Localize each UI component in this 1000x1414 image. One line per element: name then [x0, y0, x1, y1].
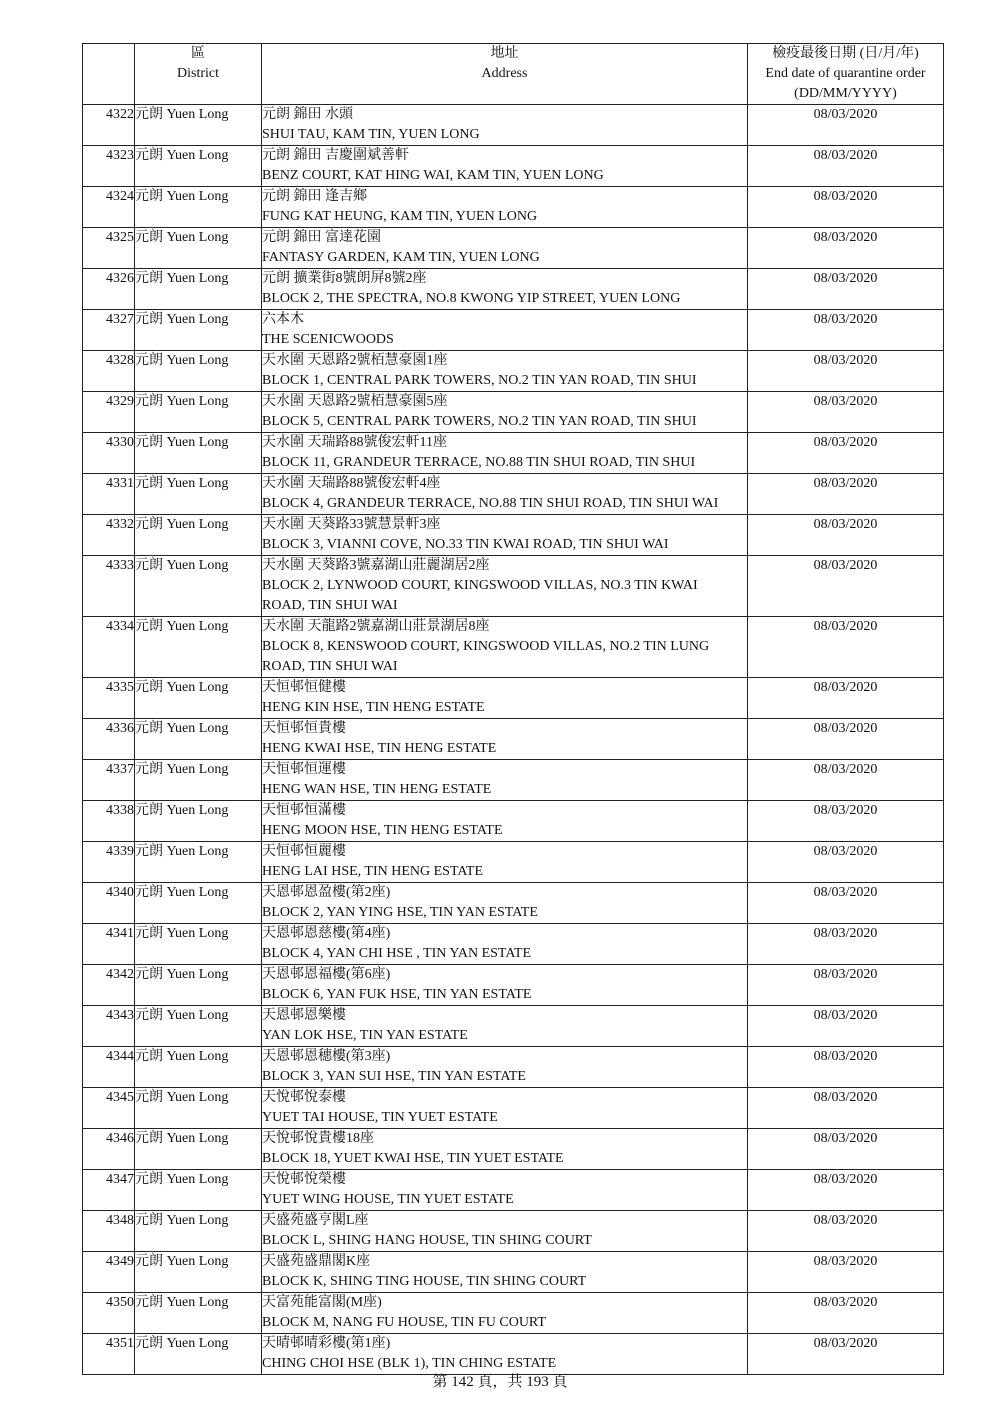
row-district: 元朗 Yuen Long [135, 801, 262, 842]
row-district: 元朗 Yuen Long [135, 1088, 262, 1129]
row-district: 元朗 Yuen Long [135, 678, 262, 719]
row-address [262, 146, 748, 187]
row-end-date: 08/03/2020 [748, 1170, 944, 1211]
address-zh: 天水圍 天龍路2號嘉湖山莊景湖居8座 [262, 619, 490, 634]
row-district: 元朗 Yuen Long [135, 1170, 262, 1211]
row-address [262, 105, 748, 146]
row-district: 元朗 Yuen Long [135, 556, 262, 617]
row-number: 4335 [83, 678, 135, 719]
row-district: 元朗 Yuen Long [135, 719, 262, 760]
row-address [262, 392, 748, 433]
table-row [83, 1088, 944, 1129]
table-row [83, 187, 944, 228]
row-number: 4338 [83, 801, 135, 842]
table-row [83, 924, 944, 965]
address-en: BLOCK 18, YUET KWAI HSE, TIN YUET ESTATE [262, 1151, 564, 1166]
address-en: BLOCK 4, GRANDEUR TERRACE, NO.88 TIN SHUI ROAD, TIN SHUI WAI [262, 496, 719, 511]
address-en: HENG KWAI HSE, TIN HENG ESTATE [262, 741, 497, 756]
row-end-date: 08/03/2020 [748, 842, 944, 883]
address-zh: 天水圍 天恩路2號栢慧豪園1座 [262, 353, 448, 368]
row-number: 4337 [83, 760, 135, 801]
row-number: 4323 [83, 146, 135, 187]
address-zh: 天恒邨恒滿樓 [262, 803, 346, 818]
row-address [262, 1293, 748, 1334]
address-zh: 天水圍 天葵路33號慧景軒3座 [262, 517, 441, 532]
table-row [83, 1170, 944, 1211]
header-index-cell [83, 44, 135, 105]
row-address [262, 924, 748, 965]
row-district: 元朗 Yuen Long [135, 924, 262, 965]
row-number: 4336 [83, 719, 135, 760]
address-en: YUET TAI HOUSE, TIN YUET ESTATE [262, 1110, 498, 1125]
header-address [262, 44, 748, 105]
table-row [83, 965, 944, 1006]
table-header-row [83, 44, 944, 105]
row-address [262, 719, 748, 760]
row-end-date: 08/03/2020 [748, 719, 944, 760]
address-zh: 元朗 擴業街8號朗屏8號2座 [262, 271, 427, 286]
header-address-en: Address [481, 66, 528, 81]
row-address [262, 474, 748, 515]
address-en: BLOCK 2, LYNWOOD COURT, KINGSWOOD VILLAS, NO.3 TIN KWAI [262, 578, 698, 593]
address-en: ROAD, TIN SHUI WAI [262, 598, 398, 613]
table-row [83, 392, 944, 433]
row-district: 元朗 Yuen Long [135, 1334, 262, 1375]
row-number: 4328 [83, 351, 135, 392]
address-en: FUNG KAT HEUNG, KAM TIN, YUEN LONG [262, 209, 538, 224]
row-address [262, 1211, 748, 1252]
row-district: 元朗 Yuen Long [135, 351, 262, 392]
row-number: 4332 [83, 515, 135, 556]
address-zh: 天恒邨恒麗樓 [262, 844, 346, 859]
row-district: 元朗 Yuen Long [135, 515, 262, 556]
row-end-date: 08/03/2020 [748, 1088, 944, 1129]
table-row [83, 1047, 944, 1088]
row-end-date: 08/03/2020 [748, 965, 944, 1006]
row-address [262, 617, 748, 678]
row-end-date: 08/03/2020 [748, 105, 944, 146]
header-date [748, 44, 944, 105]
address-en: ROAD, TIN SHUI WAI [262, 659, 398, 674]
row-end-date: 08/03/2020 [748, 433, 944, 474]
row-number: 4331 [83, 474, 135, 515]
address-zh: 天悅邨悅泰樓 [262, 1090, 346, 1105]
row-address [262, 187, 748, 228]
row-end-date: 08/03/2020 [748, 187, 944, 228]
row-end-date: 08/03/2020 [748, 1047, 944, 1088]
row-end-date: 08/03/2020 [748, 556, 944, 617]
address-zh: 天悅邨悅榮樓 [262, 1172, 346, 1187]
address-en: HENG KIN HSE, TIN HENG ESTATE [262, 700, 485, 715]
row-district: 元朗 Yuen Long [135, 228, 262, 269]
address-en: BLOCK 2, THE SPECTRA, NO.8 KWONG YIP STREET, YUEN LONG [262, 291, 681, 306]
row-end-date: 08/03/2020 [748, 924, 944, 965]
row-end-date: 08/03/2020 [748, 883, 944, 924]
row-end-date: 08/03/2020 [748, 1293, 944, 1334]
row-end-date: 08/03/2020 [748, 617, 944, 678]
row-district: 元朗 Yuen Long [135, 269, 262, 310]
row-address [262, 1129, 748, 1170]
address-zh: 天水圍 天葵路3號嘉湖山莊麗湖居2座 [262, 558, 490, 573]
address-en: BLOCK L, SHING HANG HOUSE, TIN SHING COURT [262, 1233, 592, 1248]
table-row [83, 105, 944, 146]
row-end-date: 08/03/2020 [748, 351, 944, 392]
row-number: 4348 [83, 1211, 135, 1252]
row-number: 4343 [83, 1006, 135, 1047]
table-row [83, 719, 944, 760]
row-end-date: 08/03/2020 [748, 801, 944, 842]
row-end-date: 08/03/2020 [748, 760, 944, 801]
row-address [262, 883, 748, 924]
row-end-date: 08/03/2020 [748, 310, 944, 351]
header-district [135, 44, 262, 105]
row-district: 元朗 Yuen Long [135, 1047, 262, 1088]
row-address [262, 269, 748, 310]
address-en: BLOCK 5, CENTRAL PARK TOWERS, NO.2 TIN YAN ROAD, TIN SHUI [262, 414, 697, 429]
address-zh: 六本木 [262, 312, 304, 327]
row-number: 4326 [83, 269, 135, 310]
address-en: THE SCENICWOODS [262, 332, 394, 347]
row-end-date: 08/03/2020 [748, 1129, 944, 1170]
row-number: 4340 [83, 883, 135, 924]
address-zh: 元朗 錦田 水頭 [262, 107, 353, 122]
row-number: 4351 [83, 1334, 135, 1375]
row-district: 元朗 Yuen Long [135, 1129, 262, 1170]
address-en: SHUI TAU, KAM TIN, YUEN LONG [262, 127, 480, 142]
row-number: 4325 [83, 228, 135, 269]
row-address [262, 965, 748, 1006]
row-district: 元朗 Yuen Long [135, 1293, 262, 1334]
row-district: 元朗 Yuen Long [135, 474, 262, 515]
row-number: 4327 [83, 310, 135, 351]
address-en: BLOCK K, SHING TING HOUSE, TIN SHING COURT [262, 1274, 587, 1289]
table-row [83, 801, 944, 842]
row-address [262, 1006, 748, 1047]
row-number: 4334 [83, 617, 135, 678]
row-district: 元朗 Yuen Long [135, 883, 262, 924]
address-en: BLOCK 11, GRANDEUR TERRACE, NO.88 TIN SHUI ROAD, TIN SHUI [262, 455, 696, 470]
row-address [262, 1170, 748, 1211]
table-row [83, 1252, 944, 1293]
row-end-date: 08/03/2020 [748, 269, 944, 310]
header-date-format: (DD/MM/YYYY) [794, 86, 897, 101]
table-row [83, 351, 944, 392]
address-en: YUET WING HOUSE, TIN YUET ESTATE [262, 1192, 514, 1207]
header-district-zh: 區 [191, 46, 205, 61]
address-zh: 元朗 錦田 富達花園 [262, 230, 381, 245]
row-district: 元朗 Yuen Long [135, 392, 262, 433]
row-district: 元朗 Yuen Long [135, 760, 262, 801]
address-zh: 天盛苑盛鼎閣K座 [262, 1254, 371, 1269]
header-date-en: End date of quarantine order [765, 66, 926, 81]
table-row [83, 146, 944, 187]
row-address [262, 515, 748, 556]
address-zh: 天水圍 天恩路2號栢慧豪園5座 [262, 394, 448, 409]
address-zh: 天悅邨悅貴樓18座 [262, 1131, 374, 1146]
address-en: BLOCK 3, VIANNI COVE, NO.33 TIN KWAI ROAD, TIN SHUI WAI [262, 537, 669, 552]
table-row [83, 760, 944, 801]
row-end-date: 08/03/2020 [748, 474, 944, 515]
address-en: HENG WAN HSE, TIN HENG ESTATE [262, 782, 492, 797]
row-district: 元朗 Yuen Long [135, 310, 262, 351]
address-zh: 天水圍 天瑞路88號俊宏軒4座 [262, 476, 441, 491]
table-row [83, 678, 944, 719]
row-district: 元朗 Yuen Long [135, 105, 262, 146]
row-address [262, 678, 748, 719]
row-district: 元朗 Yuen Long [135, 1006, 262, 1047]
address-en: BLOCK 8, KENSWOOD COURT, KINGSWOOD VILLAS, NO.2 TIN LUNG [262, 639, 710, 654]
row-number: 4347 [83, 1170, 135, 1211]
row-number: 4324 [83, 187, 135, 228]
address-en: BLOCK 1, CENTRAL PARK TOWERS, NO.2 TIN YAN ROAD, TIN SHUI [262, 373, 697, 388]
table-row [83, 228, 944, 269]
table-row [83, 1006, 944, 1047]
row-district: 元朗 Yuen Long [135, 433, 262, 474]
row-end-date: 08/03/2020 [748, 228, 944, 269]
table-row [83, 617, 944, 678]
row-address [262, 1047, 748, 1088]
table-row [83, 842, 944, 883]
address-en: BLOCK M, NANG FU HOUSE, TIN FU COURT [262, 1315, 546, 1330]
table-row [83, 515, 944, 556]
header-district-en: District [177, 66, 219, 81]
table-row [83, 433, 944, 474]
table-row [83, 269, 944, 310]
address-zh: 天恩邨恩樂樓 [262, 1008, 346, 1023]
row-address [262, 801, 748, 842]
row-number: 4341 [83, 924, 135, 965]
table-row [83, 1211, 944, 1252]
address-en: HENG MOON HSE, TIN HENG ESTATE [262, 823, 503, 838]
row-end-date: 08/03/2020 [748, 678, 944, 719]
table-row [83, 556, 944, 617]
table-row [83, 310, 944, 351]
row-end-date: 08/03/2020 [748, 146, 944, 187]
row-address [262, 1088, 748, 1129]
page-number: 第 142 頁，共 193 頁 [432, 1374, 568, 1390]
address-en: BENZ COURT, KAT HING WAI, KAM TIN, YUEN LONG [262, 168, 604, 183]
row-end-date: 08/03/2020 [748, 515, 944, 556]
row-district: 元朗 Yuen Long [135, 617, 262, 678]
address-en: FANTASY GARDEN, KAM TIN, YUEN LONG [262, 250, 540, 265]
address-zh: 天晴邨晴彩樓(第1座) [262, 1336, 391, 1351]
table-row [83, 474, 944, 515]
row-address [262, 1334, 748, 1375]
row-address [262, 228, 748, 269]
address-zh: 天恩邨恩盈樓(第2座) [262, 885, 391, 900]
row-address [262, 310, 748, 351]
row-address [262, 556, 748, 617]
row-end-date: 08/03/2020 [748, 392, 944, 433]
address-en: BLOCK 6, YAN FUK HSE, TIN YAN ESTATE [262, 987, 532, 1002]
row-address [262, 842, 748, 883]
row-address [262, 1252, 748, 1293]
row-end-date: 08/03/2020 [748, 1211, 944, 1252]
row-number: 4330 [83, 433, 135, 474]
header-date-zh: 檢疫最後日期 (日/月/年) [772, 46, 919, 61]
row-district: 元朗 Yuen Long [135, 965, 262, 1006]
address-en: HENG LAI HSE, TIN HENG ESTATE [262, 864, 484, 879]
table-row [83, 1129, 944, 1170]
row-district: 元朗 Yuen Long [135, 146, 262, 187]
row-district: 元朗 Yuen Long [135, 1211, 262, 1252]
row-number: 4345 [83, 1088, 135, 1129]
table-row [83, 1293, 944, 1334]
row-number: 4349 [83, 1252, 135, 1293]
row-number: 4329 [83, 392, 135, 433]
address-zh: 天恩邨恩慈樓(第4座) [262, 926, 391, 941]
row-address [262, 433, 748, 474]
address-en: BLOCK 3, YAN SUI HSE, TIN YAN ESTATE [262, 1069, 526, 1084]
row-number: 4339 [83, 842, 135, 883]
row-end-date: 08/03/2020 [748, 1334, 944, 1375]
address-en: BLOCK 4, YAN CHI HSE , TIN YAN ESTATE [262, 946, 532, 961]
address-zh: 天盛苑盛亨閣L座 [262, 1213, 369, 1228]
row-district: 元朗 Yuen Long [135, 1252, 262, 1293]
address-zh: 天恒邨恒貴樓 [262, 721, 346, 736]
address-en: CHING CHOI HSE (BLK 1), TIN CHING ESTATE [262, 1356, 557, 1371]
row-number: 4344 [83, 1047, 135, 1088]
row-district: 元朗 Yuen Long [135, 842, 262, 883]
row-number: 4333 [83, 556, 135, 617]
row-address [262, 760, 748, 801]
address-zh: 天水圍 天瑞路88號俊宏軒11座 [262, 435, 447, 450]
table-row [83, 883, 944, 924]
row-number: 4322 [83, 105, 135, 146]
address-zh: 元朗 錦田 逢吉鄉 [262, 189, 367, 204]
address-zh: 天恩邨恩穗樓(第3座) [262, 1049, 391, 1064]
address-en: BLOCK 2, YAN YING HSE, TIN YAN ESTATE [262, 905, 538, 920]
row-address [262, 351, 748, 392]
row-end-date: 08/03/2020 [748, 1006, 944, 1047]
quarantine-table [82, 43, 944, 1375]
header-address-zh: 地址 [490, 46, 519, 61]
address-zh: 天恩邨恩福樓(第6座) [262, 967, 391, 982]
row-number: 4342 [83, 965, 135, 1006]
row-number: 4350 [83, 1293, 135, 1334]
table-body [83, 105, 944, 1375]
row-district: 元朗 Yuen Long [135, 187, 262, 228]
address-en: YAN LOK HSE, TIN YAN ESTATE [262, 1028, 468, 1043]
row-number: 4346 [83, 1129, 135, 1170]
table-row [83, 1334, 944, 1375]
address-zh: 天富苑能富閣(M座) [262, 1295, 382, 1310]
address-zh: 天恒邨恒運樓 [262, 762, 346, 777]
address-zh: 天恒邨恒健樓 [262, 680, 346, 695]
row-end-date: 08/03/2020 [748, 1252, 944, 1293]
address-zh: 元朗 錦田 吉慶圍斌善軒 [262, 148, 409, 163]
